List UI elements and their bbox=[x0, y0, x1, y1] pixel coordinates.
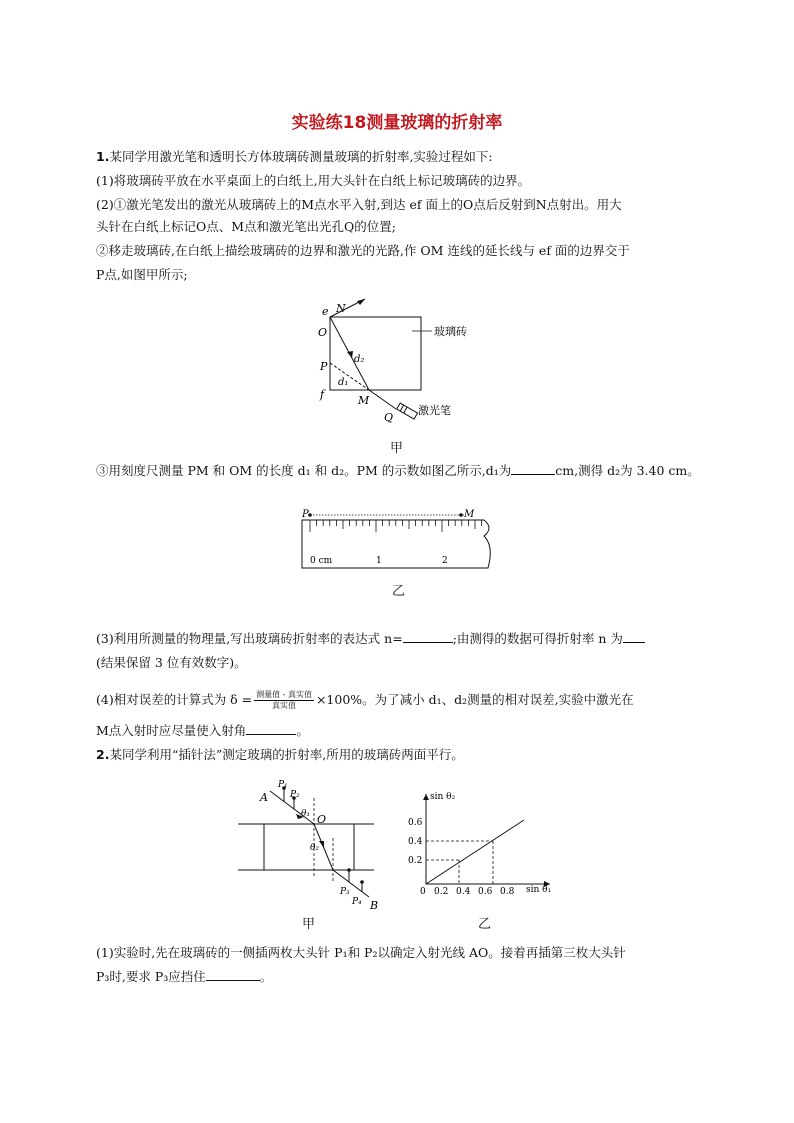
ruler-tick-label-2: 2 bbox=[442, 556, 448, 566]
q1-step4-text-a: ③用刻度尺测量 PM 和 OM 的长度 d₁ 和 d₂。PM 的示数如图乙所示,d₁为 bbox=[96, 463, 512, 478]
label-laser-pen: 激光笔 bbox=[418, 404, 451, 417]
ruler-label-P: P bbox=[302, 509, 309, 520]
ruler-tick-label-0: 0 cm bbox=[310, 556, 333, 566]
ray-OB bbox=[333, 870, 369, 897]
label-P1: P₁ bbox=[278, 780, 288, 790]
blank-d1 bbox=[511, 462, 555, 475]
blank-p3-block bbox=[206, 968, 260, 981]
q1-part4-text-b: ×100%。为了减小 d₁、d₂测量的相对误差,实验中激光在 bbox=[315, 692, 634, 707]
x-tick-label: 0.8 bbox=[500, 887, 515, 897]
q2-part1-line1: (1)实验时,先在玻璃砖的一侧插两枚大头针 P₁和 P₂以确定入射光线 AO。接着再插第三枚大头针 bbox=[96, 945, 626, 960]
relative-error-fraction bbox=[254, 690, 314, 711]
label-d1: d₁ bbox=[338, 377, 349, 388]
arrow-MO bbox=[347, 351, 353, 358]
blank-expression bbox=[403, 630, 453, 643]
graph-y-label: sin θ₂ bbox=[430, 792, 456, 802]
page-title: 实验练18测量玻璃的折射率 bbox=[291, 113, 503, 133]
fraction-denominator: 真实值 bbox=[272, 701, 297, 710]
label-M: M bbox=[358, 394, 370, 407]
laser-pen-icon bbox=[397, 403, 418, 419]
q1-part4-text-d: 。 bbox=[296, 723, 309, 738]
q1-part3-text-b: ;由测得的数据可得折射率 n 为 bbox=[452, 631, 623, 646]
label-N: N bbox=[336, 302, 346, 315]
label-P: P bbox=[320, 360, 328, 373]
x-tick-label: 0.6 bbox=[478, 887, 493, 897]
y-tick-label: 0.4 bbox=[408, 837, 423, 847]
blank-incident-angle bbox=[246, 722, 296, 735]
q1-part4-text-a: (4)相对误差的计算式为 δ = bbox=[96, 692, 253, 707]
label-d2: d₂ bbox=[354, 354, 365, 365]
label-theta2: θ₂ bbox=[310, 843, 320, 853]
y-tick-label: 0.2 bbox=[408, 856, 423, 866]
label-Q: Q bbox=[384, 411, 394, 424]
figure3-caption: 甲 bbox=[302, 917, 316, 932]
fraction-numerator: 测量值 - 真实值 bbox=[256, 690, 312, 699]
q1-stem: 某同学用激光笔和透明长方体玻璃砖测量玻璃的折射率,实验过程如下: bbox=[109, 149, 493, 164]
figure1-caption: 甲 bbox=[390, 441, 404, 456]
label-f: f bbox=[320, 388, 325, 401]
q2-stem-line bbox=[96, 746, 716, 764]
figure-glass-block bbox=[300, 295, 520, 430]
q1-step2-line1: (2)①激光笔发出的激光从玻璃砖上的M点水平入射,到达 ef 面上的O点后反射到N点射出。用大 bbox=[96, 197, 622, 212]
blank-n-value bbox=[623, 630, 645, 643]
q2-part1-text-b: 。 bbox=[259, 969, 273, 984]
ruler-point-P bbox=[308, 513, 312, 517]
q2-part1-line2 bbox=[96, 968, 716, 986]
q1-stem-line bbox=[96, 148, 716, 166]
q1-step2-line2: 头针在白纸上标记O点、M点和激光笔出光孔Q的位置; bbox=[96, 219, 397, 234]
q1-part4-line1 bbox=[96, 690, 716, 711]
label-theta1: θ₁ bbox=[301, 809, 311, 819]
q1-part3-text-a: (3)利用所测量的物理量,写出玻璃砖折射率的表达式 n= bbox=[96, 631, 403, 646]
q1-part3-line1 bbox=[96, 630, 716, 648]
q1-step1: (1)将玻璃砖平放在水平桌面上的白纸上,用大头针在白纸上标记玻璃砖的边界。 bbox=[96, 173, 531, 188]
ruler-label-M: M bbox=[464, 509, 475, 520]
graph-origin: 0 bbox=[420, 887, 426, 897]
figure-sin-graph bbox=[398, 788, 558, 900]
q2-stem: 某同学利用“插针法”测定玻璃的折射率,所用的玻璃砖两面平行。 bbox=[109, 747, 464, 762]
ray-QM bbox=[369, 390, 396, 409]
ruler-tick-label-1: 1 bbox=[376, 556, 382, 566]
label-e: e bbox=[322, 305, 329, 318]
x-tick-label: 0.2 bbox=[434, 887, 449, 897]
q1-part4-line2 bbox=[96, 722, 716, 740]
label-P4: P₄ bbox=[352, 897, 362, 907]
ruler-point-M bbox=[459, 513, 463, 517]
q1-step3-line2: P点,如图甲所示; bbox=[96, 267, 188, 282]
q1-part3-line2: (结果保留 3 位有效数字)。 bbox=[96, 655, 247, 670]
label-B: B bbox=[370, 899, 379, 912]
q1-step4-text-b: cm,测得 d₂为 3.40 cm。 bbox=[555, 463, 700, 478]
q1-step3-line1: ②移走玻璃砖,在白纸上描绘玻璃砖的边界和激光的光路,作 OM 连线的延长线与 ef 面的边界交于 bbox=[96, 243, 630, 258]
y-tick-label: 0.6 bbox=[408, 818, 423, 828]
y-axis-arrow bbox=[423, 794, 429, 800]
q2-part1-text-a: P₃时,要求 P₃应挡住 bbox=[96, 969, 206, 984]
label-O: O bbox=[317, 813, 327, 826]
figure-ruler bbox=[298, 506, 498, 572]
figure4-caption: 乙 bbox=[478, 917, 492, 932]
figure-pin-method bbox=[234, 778, 379, 918]
arrow-N bbox=[357, 299, 365, 305]
label-P3: P₃ bbox=[340, 887, 350, 897]
label-glass: 玻璃砖 bbox=[434, 325, 467, 338]
label-O: O bbox=[318, 326, 328, 339]
label-P2: P₂ bbox=[290, 790, 300, 800]
q1-step4 bbox=[96, 462, 716, 480]
pin-P3-head bbox=[347, 868, 351, 872]
x-tick-label: 0.4 bbox=[456, 887, 471, 897]
q1-number: 1. bbox=[96, 149, 110, 164]
q1-part4-text-c: M点入射时应尽量使入射角 bbox=[96, 723, 247, 738]
graph-x-label: sin θ₁ bbox=[526, 885, 552, 895]
label-A: A bbox=[260, 791, 268, 804]
figure2-caption: 乙 bbox=[392, 584, 406, 599]
pin-P4-head bbox=[360, 880, 364, 884]
dashed-PM bbox=[330, 363, 369, 390]
graph-line bbox=[426, 820, 524, 884]
q2-number: 2. bbox=[96, 747, 110, 762]
